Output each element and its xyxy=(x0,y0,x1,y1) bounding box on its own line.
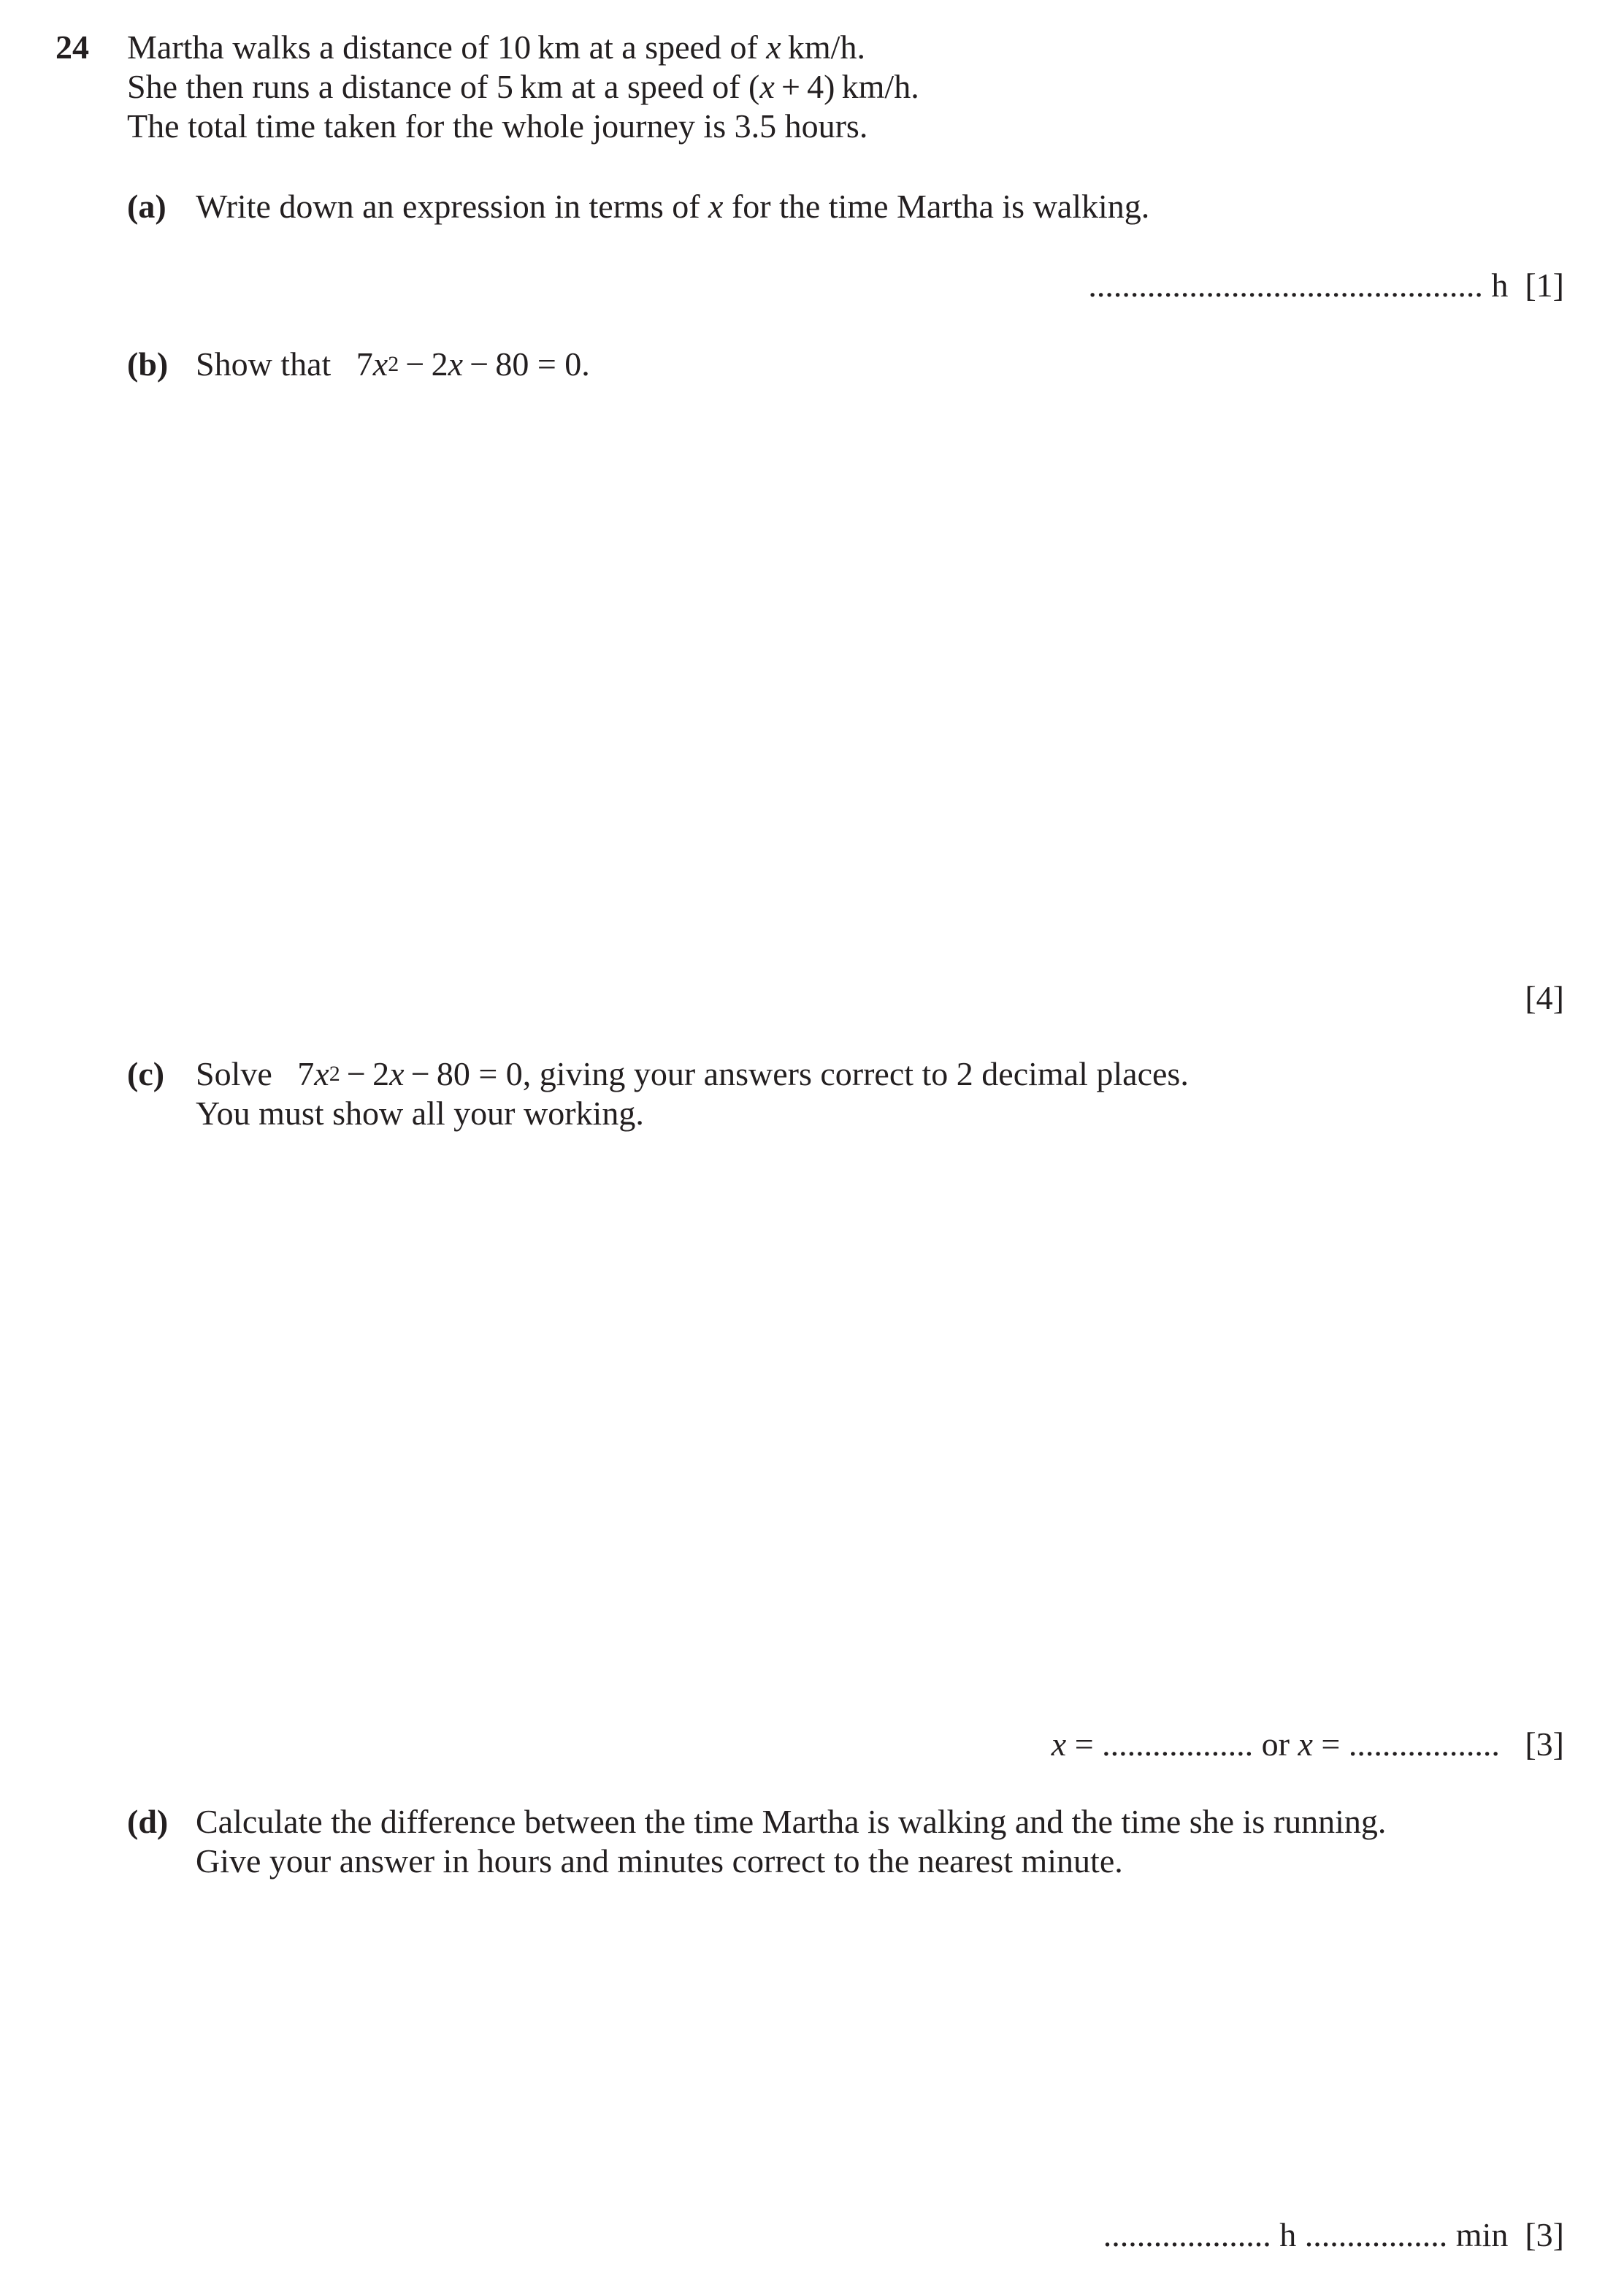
part-a-question xyxy=(196,187,1149,226)
eq-coef: 7 xyxy=(297,1055,315,1092)
stem-variable: x xyxy=(759,68,775,105)
question-stem-line-1 xyxy=(127,28,865,67)
stem-variable: x xyxy=(766,28,781,66)
stem-text: She then runs a distance of 5 km at a speed of ( xyxy=(127,68,760,105)
answer-field[interactable]: ............................................... xyxy=(1088,267,1483,304)
part-a-text: Write down an expression in terms of xyxy=(196,188,709,225)
answer-field-hours[interactable]: .................... xyxy=(1103,2216,1271,2253)
unit-hours: h xyxy=(1279,2216,1297,2253)
eq-term: − 80 = 0. xyxy=(463,345,590,383)
question-stem-line-2 xyxy=(127,67,919,107)
part-d-question-line-2: Give your answer in hours and minutes correct to the nearest minute. xyxy=(196,1842,1123,1880)
part-c-instruction: You must show all your working. xyxy=(196,1095,644,1132)
eq-term: − 2 xyxy=(340,1055,390,1092)
eq-var: x xyxy=(372,345,388,383)
equation xyxy=(356,345,590,383)
eq-var: x xyxy=(389,1055,405,1092)
part-a-answer-line xyxy=(1088,266,1564,305)
marks: [3] xyxy=(1525,1725,1564,1763)
stem-text: km/h. xyxy=(781,28,865,66)
eq-var: x xyxy=(448,345,463,383)
eq-term: − 2 xyxy=(399,345,448,383)
stem-text: + 4) km/h. xyxy=(774,68,919,105)
part-a-text: for the time Martha is walking. xyxy=(723,188,1150,225)
unit-minutes: min xyxy=(1455,2216,1509,2253)
answer-field-1[interactable]: .................. xyxy=(1102,1725,1254,1763)
equals-sign: = xyxy=(1066,1725,1103,1763)
part-b-label: (b) xyxy=(127,345,169,383)
answer-unit: h xyxy=(1491,267,1509,304)
marks: [1] xyxy=(1525,267,1564,304)
part-c-answer-line xyxy=(1052,1725,1564,1764)
question-stem-line-3 xyxy=(127,107,867,146)
stem-text: The total time taken for the whole journey is 3.5 hours. xyxy=(127,107,868,145)
part-d-label: (d) xyxy=(127,1803,169,1840)
equals-sign: = xyxy=(1312,1725,1349,1763)
eq-exponent: 2 xyxy=(329,1062,340,1086)
answer-field-minutes[interactable]: ................. xyxy=(1304,2216,1448,2253)
or-text: or xyxy=(1253,1725,1298,1763)
eq-exponent: 2 xyxy=(388,352,399,376)
eq-var: x xyxy=(314,1055,329,1092)
part-b-marks: [4] xyxy=(1525,979,1564,1016)
answer-variable: x xyxy=(1298,1725,1313,1763)
answer-field-2[interactable]: .................. xyxy=(1348,1725,1500,1763)
equation xyxy=(297,1055,1189,1092)
part-d-question-line-1: Calculate the difference between the time Martha is walking and the time she is running. xyxy=(196,1803,1387,1840)
part-b-question xyxy=(196,345,590,384)
part-a-variable: x xyxy=(708,188,724,225)
part-c-label: (c) xyxy=(127,1055,165,1092)
part-a-label: (a) xyxy=(127,188,166,225)
part-c-text: Solve xyxy=(196,1055,272,1092)
eq-coef: 7 xyxy=(356,345,373,383)
part-d-answer-line xyxy=(1103,2215,1564,2255)
stem-text: Martha walks a distance of 10 km at a speed of xyxy=(127,28,767,66)
marks: [3] xyxy=(1525,2216,1564,2253)
part-b-text: Show that xyxy=(196,345,332,383)
answer-variable: x xyxy=(1051,1725,1067,1763)
eq-term: − 80 = 0, giving your answers correct to 2 decimal places. xyxy=(404,1055,1189,1092)
question-number: 24 xyxy=(55,28,89,66)
part-c-question xyxy=(196,1054,1189,1094)
